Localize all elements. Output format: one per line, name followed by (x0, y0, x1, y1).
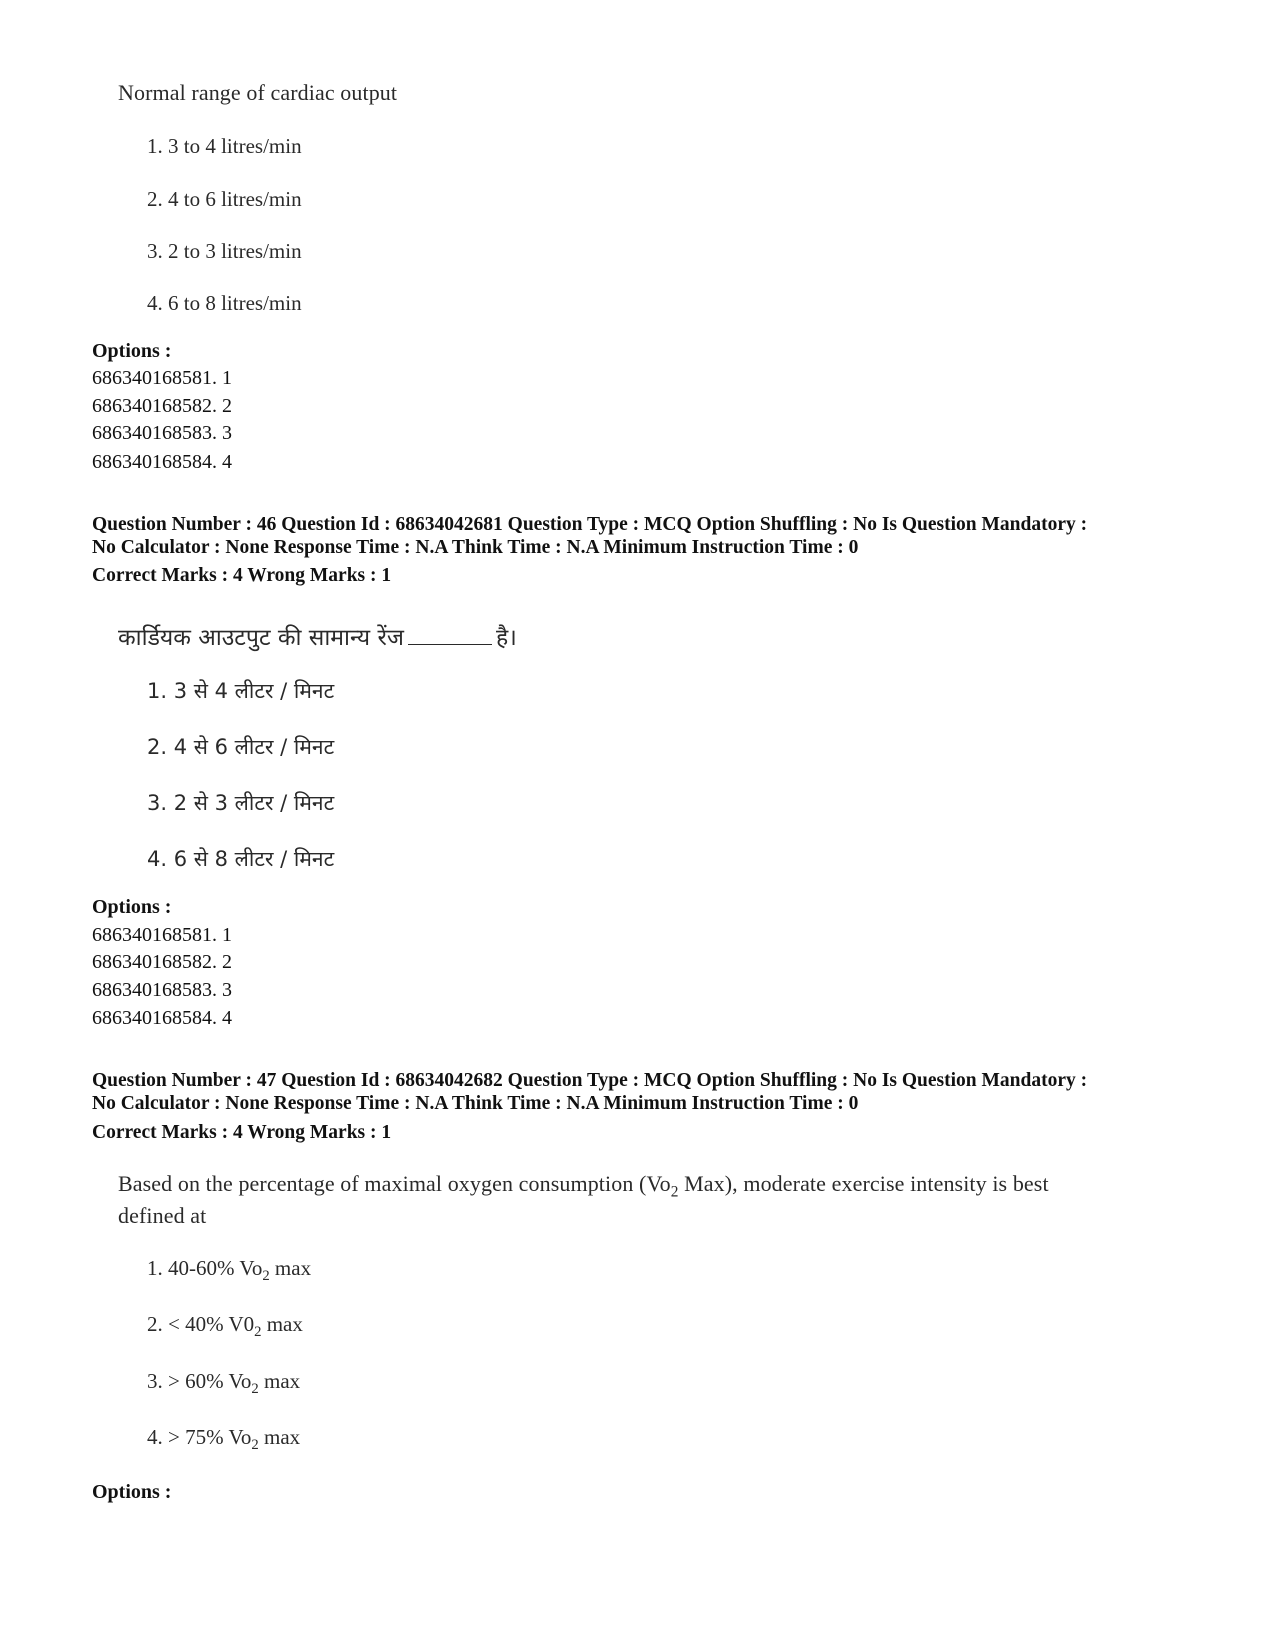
q45-choice-2: 2. 4 to 6 litres/min (147, 187, 302, 211)
q47-choice-4 (147, 1425, 301, 1454)
q45-option-1: 686340168581. 1 (92, 367, 232, 389)
q47-choice-3-text: 3. > 60% Vo (147, 1369, 252, 1393)
q45-question-text: Normal range of cardiac output (118, 80, 398, 105)
answer-blank (408, 644, 492, 645)
q46-question-text (118, 620, 517, 652)
q47-options-label: Options : (92, 1481, 172, 1503)
q47-choice-4-text: 4. > 75% Vo (147, 1425, 252, 1449)
q47-meta-line-1: Question Number : 47 Question Id : 68634042682 Question Type : MCQ Option Shuffling : No Is Question Mandatory : (92, 1070, 1088, 1091)
q45-choice-4: 4. 6 to 8 litres/min (147, 291, 302, 315)
q46-meta-line-2: No Calculator : None Response Time : N.A Think Time : N.A Minimum Instruction Time : 0 (92, 537, 859, 558)
q46-question-part-1: कार्डियक आउटपुट की सामान्य रेंज (118, 625, 404, 651)
q45-option-2: 686340168582. 2 (92, 395, 232, 417)
q47-choice-1-subscript: 2 (262, 1268, 270, 1285)
q45-choice-1: 1. 3 to 4 litres/min (147, 134, 302, 158)
q45-option-3: 686340168583. 3 (92, 422, 232, 444)
q47-choice-3-suffix: max (258, 1369, 301, 1393)
q47-choice-1 (147, 1256, 312, 1285)
q46-choice-1: 1. 3 से 4 लीटर / मिनट (147, 679, 335, 703)
q47-choice-1-text: 1. 40-60% Vo (147, 1256, 263, 1280)
q46-option-2: 686340168582. 2 (92, 951, 232, 973)
q45-choice-3: 3. 2 to 3 litres/min (147, 239, 302, 263)
q46-options-label: Options : (92, 896, 172, 918)
q45-options-label: Options : (92, 340, 172, 362)
q47-choice-4-suffix: max (258, 1425, 301, 1449)
q47-question-text (118, 1168, 1118, 1232)
q46-option-1: 686340168581. 1 (92, 924, 232, 946)
q47-choice-3-subscript: 2 (251, 1381, 259, 1398)
q47-marks: Correct Marks : 4 Wrong Marks : 1 (92, 1122, 392, 1143)
q47-question-part-b: Max), moderate exercise intensity is best defined at (118, 1171, 1049, 1228)
q47-choice-2-subscript: 2 (254, 1324, 262, 1341)
q46-meta-line-1: Question Number : 46 Question Id : 68634042681 Question Type : MCQ Option Shuffling : No Is Question Mandatory : (92, 514, 1088, 535)
q46-option-3: 686340168583. 3 (92, 979, 232, 1001)
q46-choice-4: 4. 6 से 8 लीटर / मिनट (147, 847, 335, 871)
q46-choice-2: 2. 4 से 6 लीटर / मिनट (147, 735, 335, 759)
q47-choice-2-text: 2. < 40% V0 (147, 1312, 255, 1336)
q47-question-subscript: 2 (670, 1183, 679, 1201)
q46-marks: Correct Marks : 4 Wrong Marks : 1 (92, 565, 392, 586)
q47-meta-line-2: No Calculator : None Response Time : N.A Think Time : N.A Minimum Instruction Time : 0 (92, 1093, 859, 1114)
q47-question-part-a: Based on the percentage of maximal oxygen consumption (Vo (118, 1171, 671, 1196)
q46-choice-3: 3. 2 से 3 लीटर / मिनट (147, 791, 335, 815)
q47-choice-3 (147, 1369, 301, 1398)
q47-choice-2-suffix: max (261, 1312, 303, 1336)
q46-option-4: 686340168584. 4 (92, 1007, 232, 1029)
q47-choice-4-subscript: 2 (251, 1437, 259, 1454)
q46-question-part-2: है। (495, 625, 517, 651)
q47-choice-2 (147, 1312, 303, 1341)
q47-choice-1-suffix: max (269, 1256, 312, 1280)
q45-option-4: 686340168584. 4 (92, 451, 232, 473)
